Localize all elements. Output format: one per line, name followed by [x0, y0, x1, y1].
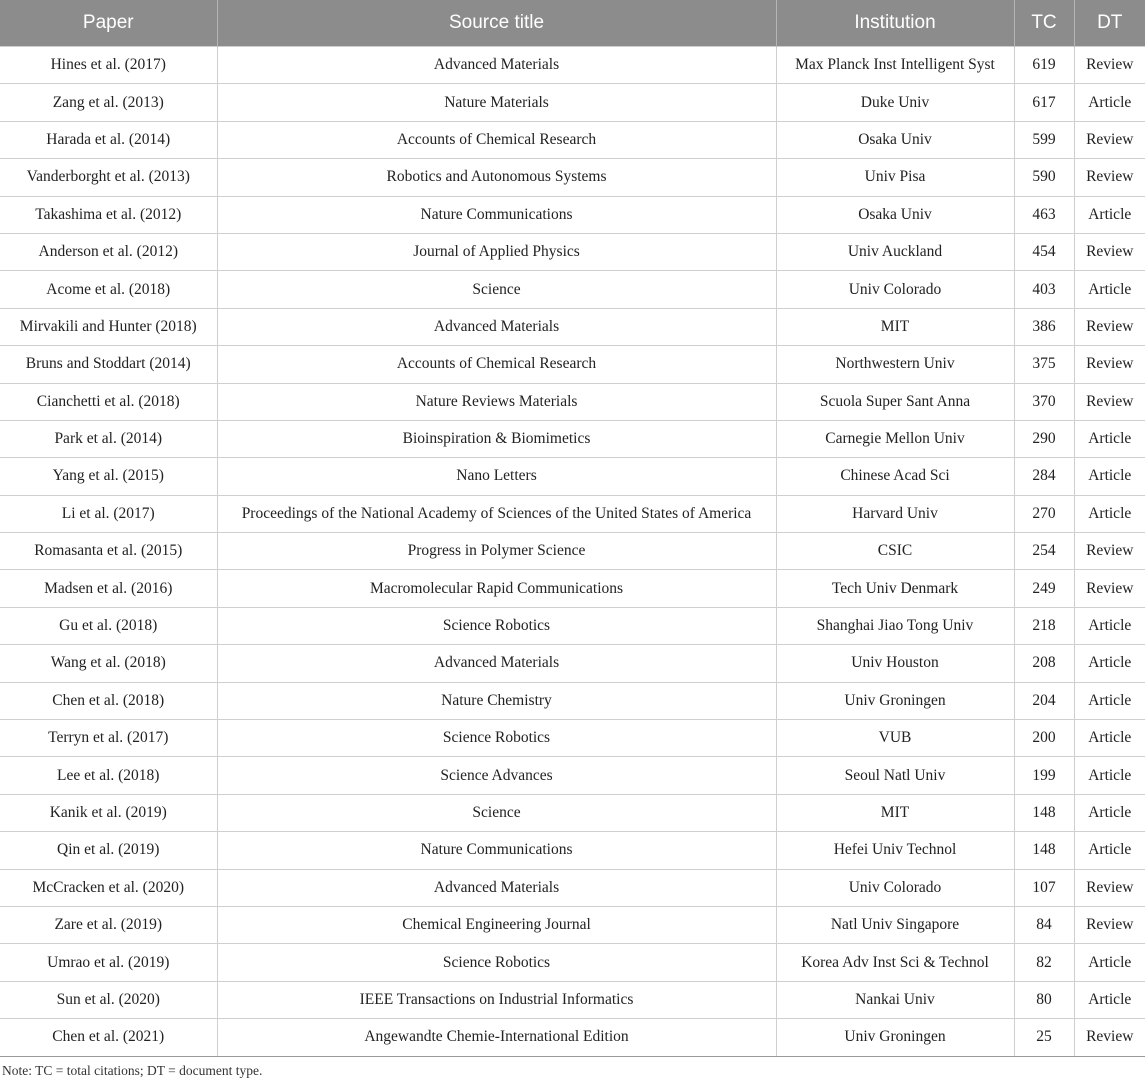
cell-tc: 148 — [1014, 794, 1074, 831]
cell-paper: Harada et al. (2014) — [0, 121, 217, 158]
cell-institution: Osaka Univ — [776, 196, 1014, 233]
cell-dt: Article — [1074, 981, 1145, 1018]
table-row — [0, 196, 1145, 233]
cell-paper: Lee et al. (2018) — [0, 757, 217, 794]
cell-institution: Univ Pisa — [776, 159, 1014, 196]
cell-institution: CSIC — [776, 533, 1014, 570]
cell-paper: Zare et al. (2019) — [0, 906, 217, 943]
table-row — [0, 794, 1145, 831]
cell-institution: Duke Univ — [776, 84, 1014, 121]
cell-tc: 599 — [1014, 121, 1074, 158]
cell-tc: 25 — [1014, 1019, 1074, 1056]
cell-source-title: Nature Chemistry — [217, 682, 776, 719]
cell-source-title: Science Advances — [217, 757, 776, 794]
cell-institution: Tech Univ Denmark — [776, 570, 1014, 607]
cell-dt: Article — [1074, 944, 1145, 981]
cell-tc: 254 — [1014, 533, 1074, 570]
cell-tc: 284 — [1014, 458, 1074, 495]
cell-dt: Review — [1074, 233, 1145, 270]
table-row — [0, 271, 1145, 308]
cell-institution: Chinese Acad Sci — [776, 458, 1014, 495]
cell-tc: 249 — [1014, 570, 1074, 607]
cell-dt: Review — [1074, 159, 1145, 196]
table-row — [0, 1019, 1145, 1056]
cell-dt: Article — [1074, 196, 1145, 233]
cell-paper: Hines et al. (2017) — [0, 47, 217, 84]
cell-dt: Article — [1074, 645, 1145, 682]
cell-institution: VUB — [776, 720, 1014, 757]
cell-institution: Nankai Univ — [776, 981, 1014, 1018]
cell-dt: Article — [1074, 720, 1145, 757]
cell-source-title: Macromolecular Rapid Communications — [217, 570, 776, 607]
cell-institution: Natl Univ Singapore — [776, 906, 1014, 943]
cell-dt: Review — [1074, 1019, 1145, 1056]
cell-institution: Univ Auckland — [776, 233, 1014, 270]
cell-dt: Article — [1074, 458, 1145, 495]
cell-dt: Review — [1074, 308, 1145, 345]
cell-tc: 200 — [1014, 720, 1074, 757]
table-header — [0, 0, 1145, 47]
cell-institution: MIT — [776, 794, 1014, 831]
cell-source-title: Advanced Materials — [217, 308, 776, 345]
cell-paper: Vanderborght et al. (2013) — [0, 159, 217, 196]
cell-paper: Yang et al. (2015) — [0, 458, 217, 495]
cell-paper: Terryn et al. (2017) — [0, 720, 217, 757]
cell-source-title: Nature Communications — [217, 832, 776, 869]
table-row — [0, 869, 1145, 906]
cell-source-title: Science Robotics — [217, 720, 776, 757]
cell-dt: Article — [1074, 420, 1145, 457]
table-row — [0, 533, 1145, 570]
cell-tc: 290 — [1014, 420, 1074, 457]
cell-paper: Li et al. (2017) — [0, 495, 217, 532]
cell-source-title: Angewandte Chemie-International Edition — [217, 1019, 776, 1056]
cell-paper: Qin et al. (2019) — [0, 832, 217, 869]
cell-dt: Article — [1074, 495, 1145, 532]
cell-tc: 619 — [1014, 47, 1074, 84]
cell-tc: 454 — [1014, 233, 1074, 270]
cell-source-title: Science Robotics — [217, 944, 776, 981]
cell-dt: Review — [1074, 47, 1145, 84]
cell-paper: Chen et al. (2018) — [0, 682, 217, 719]
cell-institution: Harvard Univ — [776, 495, 1014, 532]
table-row — [0, 420, 1145, 457]
cell-institution: Seoul Natl Univ — [776, 757, 1014, 794]
cell-paper: Cianchetti et al. (2018) — [0, 383, 217, 420]
cell-dt: Review — [1074, 570, 1145, 607]
cell-dt: Article — [1074, 607, 1145, 644]
cell-tc: 107 — [1014, 869, 1074, 906]
cell-source-title: Proceedings of the National Academy of Sciences of the United States of America — [217, 495, 776, 532]
table-row — [0, 159, 1145, 196]
table-row — [0, 645, 1145, 682]
cell-source-title: Bioinspiration & Biomimetics — [217, 420, 776, 457]
cell-paper: Park et al. (2014) — [0, 420, 217, 457]
cell-source-title: Advanced Materials — [217, 47, 776, 84]
cell-source-title: Nature Communications — [217, 196, 776, 233]
table-row — [0, 47, 1145, 84]
cell-paper: Zang et al. (2013) — [0, 84, 217, 121]
table-row — [0, 84, 1145, 121]
cell-dt: Review — [1074, 906, 1145, 943]
cell-source-title: Nature Reviews Materials — [217, 383, 776, 420]
cell-tc: 204 — [1014, 682, 1074, 719]
table-body — [0, 47, 1145, 1057]
cell-source-title: Nature Materials — [217, 84, 776, 121]
header-dt: DT — [1074, 0, 1145, 47]
cell-institution: Shanghai Jiao Tong Univ — [776, 607, 1014, 644]
cell-tc: 148 — [1014, 832, 1074, 869]
cell-source-title: Science Robotics — [217, 607, 776, 644]
cell-institution: MIT — [776, 308, 1014, 345]
cell-tc: 82 — [1014, 944, 1074, 981]
cell-source-title: Journal of Applied Physics — [217, 233, 776, 270]
cell-source-title: IEEE Transactions on Industrial Informatics — [217, 981, 776, 1018]
cell-institution: Univ Groningen — [776, 682, 1014, 719]
cell-paper: Umrao et al. (2019) — [0, 944, 217, 981]
header-paper: Paper — [0, 0, 217, 47]
cell-paper: Madsen et al. (2016) — [0, 570, 217, 607]
cell-dt: Review — [1074, 346, 1145, 383]
table-row — [0, 981, 1145, 1018]
cell-paper: Romasanta et al. (2015) — [0, 533, 217, 570]
cell-source-title: Nano Letters — [217, 458, 776, 495]
cell-institution: Carnegie Mellon Univ — [776, 420, 1014, 457]
cell-dt: Review — [1074, 869, 1145, 906]
cell-tc: 370 — [1014, 383, 1074, 420]
cell-dt: Article — [1074, 794, 1145, 831]
header-source-title: Source title — [217, 0, 776, 47]
cell-tc: 270 — [1014, 495, 1074, 532]
cell-source-title: Science — [217, 794, 776, 831]
cell-paper: Kanik et al. (2019) — [0, 794, 217, 831]
table-row — [0, 906, 1145, 943]
cell-source-title: Advanced Materials — [217, 645, 776, 682]
cell-paper: Acome et al. (2018) — [0, 271, 217, 308]
table-row — [0, 121, 1145, 158]
cell-tc: 463 — [1014, 196, 1074, 233]
cell-institution: Univ Groningen — [776, 1019, 1014, 1056]
cell-tc: 208 — [1014, 645, 1074, 682]
cell-dt: Article — [1074, 271, 1145, 308]
cell-institution: Northwestern Univ — [776, 346, 1014, 383]
table-row — [0, 233, 1145, 270]
cell-institution: Univ Houston — [776, 645, 1014, 682]
cell-paper: Takashima et al. (2012) — [0, 196, 217, 233]
cell-tc: 199 — [1014, 757, 1074, 794]
cell-institution: Hefei Univ Technol — [776, 832, 1014, 869]
cell-source-title: Progress in Polymer Science — [217, 533, 776, 570]
cell-tc: 84 — [1014, 906, 1074, 943]
table-note: Note: TC = total citations; DT = document type. — [2, 1063, 263, 1078]
header-institution: Institution — [776, 0, 1014, 47]
table-row — [0, 570, 1145, 607]
cell-source-title: Accounts of Chemical Research — [217, 346, 776, 383]
table-row — [0, 757, 1145, 794]
cell-institution: Osaka Univ — [776, 121, 1014, 158]
table-row — [0, 383, 1145, 420]
cell-paper: Sun et al. (2020) — [0, 981, 217, 1018]
cell-tc: 375 — [1014, 346, 1074, 383]
table-row — [0, 682, 1145, 719]
cell-tc: 590 — [1014, 159, 1074, 196]
cell-source-title: Robotics and Autonomous Systems — [217, 159, 776, 196]
cell-paper: Bruns and Stoddart (2014) — [0, 346, 217, 383]
table-row — [0, 720, 1145, 757]
cell-paper: Chen et al. (2021) — [0, 1019, 217, 1056]
cell-paper: Mirvakili and Hunter (2018) — [0, 308, 217, 345]
table-row — [0, 346, 1145, 383]
header-tc: TC — [1014, 0, 1074, 47]
cell-tc: 80 — [1014, 981, 1074, 1018]
table-row — [0, 832, 1145, 869]
cell-institution: Scuola Super Sant Anna — [776, 383, 1014, 420]
header-row — [0, 0, 1145, 47]
cell-paper: Wang et al. (2018) — [0, 645, 217, 682]
table-row — [0, 944, 1145, 981]
cell-institution: Univ Colorado — [776, 869, 1014, 906]
cell-dt: Article — [1074, 682, 1145, 719]
cell-dt: Article — [1074, 757, 1145, 794]
cell-dt: Review — [1074, 533, 1145, 570]
cell-dt: Review — [1074, 121, 1145, 158]
cell-tc: 386 — [1014, 308, 1074, 345]
cell-paper: Gu et al. (2018) — [0, 607, 217, 644]
cell-institution: Univ Colorado — [776, 271, 1014, 308]
table-row — [0, 458, 1145, 495]
cell-tc: 617 — [1014, 84, 1074, 121]
cell-institution: Korea Adv Inst Sci & Technol — [776, 944, 1014, 981]
table-row — [0, 495, 1145, 532]
table-row — [0, 607, 1145, 644]
table-row — [0, 308, 1145, 345]
cell-institution: Max Planck Inst Intelligent Syst — [776, 47, 1014, 84]
cell-dt: Review — [1074, 383, 1145, 420]
cell-source-title: Accounts of Chemical Research — [217, 121, 776, 158]
cell-source-title: Advanced Materials — [217, 869, 776, 906]
cell-tc: 403 — [1014, 271, 1074, 308]
cell-tc: 218 — [1014, 607, 1074, 644]
cell-paper: Anderson et al. (2012) — [0, 233, 217, 270]
cell-dt: Article — [1074, 84, 1145, 121]
cell-dt: Article — [1074, 832, 1145, 869]
cell-paper: McCracken et al. (2020) — [0, 869, 217, 906]
cell-source-title: Science — [217, 271, 776, 308]
cell-source-title: Chemical Engineering Journal — [217, 906, 776, 943]
